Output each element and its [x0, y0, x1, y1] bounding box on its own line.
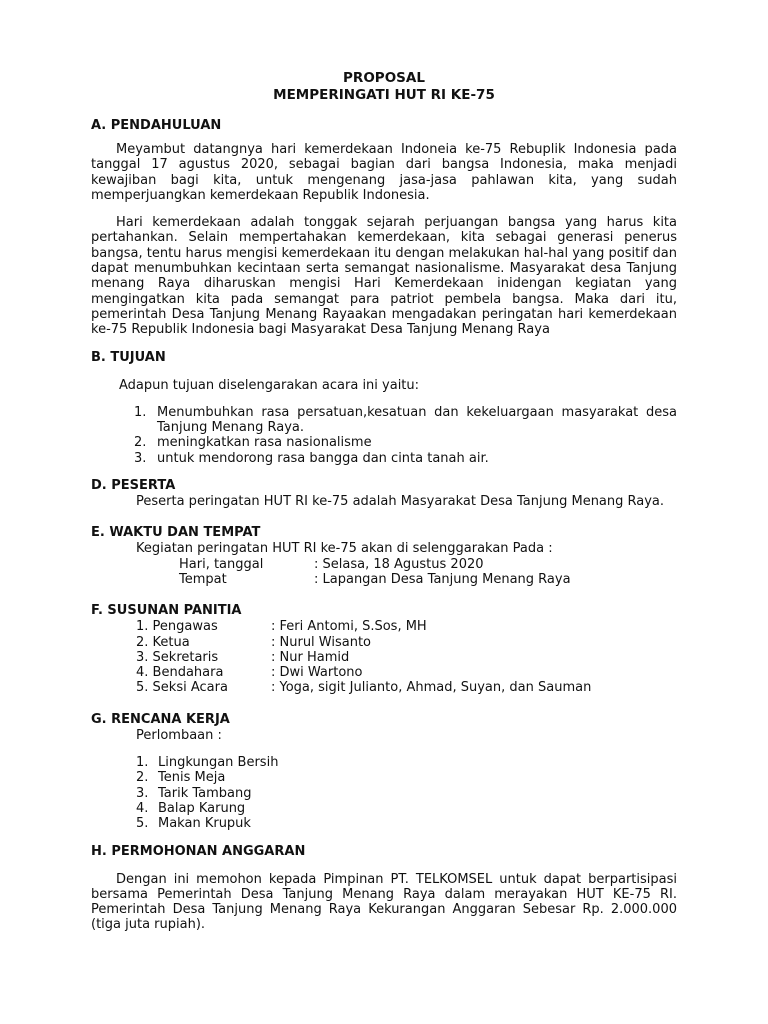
- section-heading-pendahuluan: A. PENDAHULUAN: [91, 118, 222, 133]
- list-item-text: Tenis Meja: [158, 770, 226, 786]
- section-heading-waktu: E. WAKTU DAN TEMPAT: [91, 525, 261, 541]
- list-item-number: 5.: [136, 816, 149, 832]
- document-title: PROPOSAL: [343, 70, 425, 86]
- panitia-name: : Nurul Wisanto: [271, 634, 372, 650]
- list-item: [136, 755, 677, 770]
- section-heading-peserta: D. PESERTA: [91, 478, 176, 494]
- list-item-text: Tarik Tambang: [158, 785, 252, 801]
- table-row: [179, 572, 677, 587]
- panitia-name: : Dwi Wartono: [271, 665, 363, 681]
- list-item-number: 1.: [134, 404, 147, 420]
- section-heading-panitia: F. SUSUNAN PANITIA: [91, 603, 242, 619]
- panitia-name: : Yoga, sigit Julianto, Ahmad, Suyan, dan Sauman: [271, 680, 592, 696]
- list-item-text: Lingkungan Bersih: [158, 755, 279, 771]
- list-item-number: 4.: [136, 800, 149, 816]
- list-item: [134, 435, 677, 450]
- section-heading-tujuan: B. TUJUAN: [91, 349, 166, 365]
- tujuan-intro: Adapun tujuan diselengarakan acara ini yaitu:: [119, 377, 420, 393]
- table-row: [136, 680, 677, 695]
- waktu-value: : Selasa, 18 Agustus 2020: [314, 556, 484, 572]
- table-row: [136, 619, 677, 634]
- paragraph-pendahuluan-1: Meyambut datangnya hari kemerdekaan Indoneia ke-75 Rebuplik Indonesia pada tanggal 17 agustus 2020, sebagai bagian dari bangsa Indonesia, maka menjadi kewajiban bagi kita, untuk mengenang jasa-jasa pahlawan kita, yang sudah memperjuangkan kemerdekaan Republik Indonesia.: [91, 142, 677, 203]
- paragraph-anggaran: Dengan ini memohon kepada Pimpinan PT. TELKOMSEL untuk dapat berpartisipasi bersama Pemerintah Desa Tanjung Menang Raya dalam merayakan HUT KE-75 RI. Pemerintah Desa Tanjung Menang Raya Kekurangan Anggaran Sebesar Rp. 2.000.000 (tiga juta rupiah).: [91, 871, 677, 933]
- panitia-table: [136, 619, 677, 695]
- list-item-number: 2.: [136, 770, 149, 786]
- tujuan-list: [91, 405, 677, 466]
- panitia-role: 3. Sekretaris: [136, 649, 219, 665]
- list-item: [136, 786, 677, 801]
- table-row: [136, 650, 677, 665]
- list-item-text: Balap Karung: [158, 800, 246, 816]
- list-item-text: Makan Krupuk: [158, 816, 251, 832]
- list-item-number: 3.: [136, 785, 149, 801]
- waktu-value: : Lapangan Desa Tanjung Menang Raya: [314, 571, 571, 587]
- section-heading-anggaran: H. PERMOHONAN ANGGARAN: [91, 843, 306, 859]
- panitia-name: : Feri Antomi, S.Sos, MH: [271, 619, 427, 635]
- list-item: [136, 801, 677, 816]
- rencana-intro: Perlombaan :: [136, 727, 222, 743]
- list-item: [136, 816, 677, 831]
- waktu-key: Tempat: [179, 571, 227, 587]
- panitia-role: 5. Seksi Acara: [136, 680, 228, 696]
- list-item: [134, 451, 677, 466]
- list-item-number: 2.: [134, 435, 147, 451]
- paragraph-peserta: Peserta peringatan HUT RI ke-75 adalah Masyarakat Desa Tanjung Menang Raya.: [136, 494, 665, 510]
- section-heading-rencana: G. RENCANA KERJA: [91, 711, 230, 727]
- list-item-number: 1.: [136, 755, 149, 771]
- panitia-role: 2. Ketua: [136, 634, 190, 650]
- lomba-list: [136, 755, 677, 831]
- waktu-intro: Kegiatan peringatan HUT RI ke-75 akan di selenggarakan Pada :: [136, 541, 553, 557]
- list-item-number: 3.: [134, 450, 147, 466]
- list-item: [136, 770, 677, 785]
- table-row: [136, 635, 677, 650]
- waktu-table: [179, 557, 677, 588]
- list-item-text: untuk mendorong rasa bangga dan cinta tanah air.: [157, 450, 489, 466]
- table-row: [179, 557, 677, 572]
- waktu-key: Hari, tanggal: [179, 556, 264, 572]
- paragraph-pendahuluan-2: Hari kemerdekaan adalah tonggak sejarah perjuangan bangsa yang harus kita pertahankan. Selain mempertahakan kemerdekaan, kita sebagai generasi penerus bangsa, tentu harus mengisi kemerdekaan itu dengan melakukan hal-hal yang positif dan dapat menumbuhkan kecintaan serta semangat nasionalisme. Masyarakat desa Tanjung menang Raya diharuskan mengisi Hari Kemerdekaan inidengan kegiatan yang mengingatkan kita pada semangat para patriot pembela bangsa. Maka dari itu, pemerintah Desa Tanjung Menang Rayaakan mengadakan peringatan hari kemerdekaan ke-75 Republik Indonesia bagi Masyarakat Desa Tanjung Menang Raya: [91, 215, 677, 338]
- panitia-role: 1. Pengawas: [136, 619, 218, 635]
- list-item: [134, 405, 677, 436]
- table-row: [136, 665, 677, 680]
- list-item-text: Menumbuhkan rasa persatuan,kesatuan dan kekeluargaan masyarakat desa Tanjung Menang Raya.: [157, 404, 677, 436]
- panitia-role: 4. Bendahara: [136, 665, 224, 681]
- list-item-text: meningkatkan rasa nasionalisme: [157, 435, 372, 451]
- panitia-name: : Nur Hamid: [271, 649, 350, 665]
- document-subtitle: MEMPERINGATI HUT RI KE-75: [273, 87, 495, 103]
